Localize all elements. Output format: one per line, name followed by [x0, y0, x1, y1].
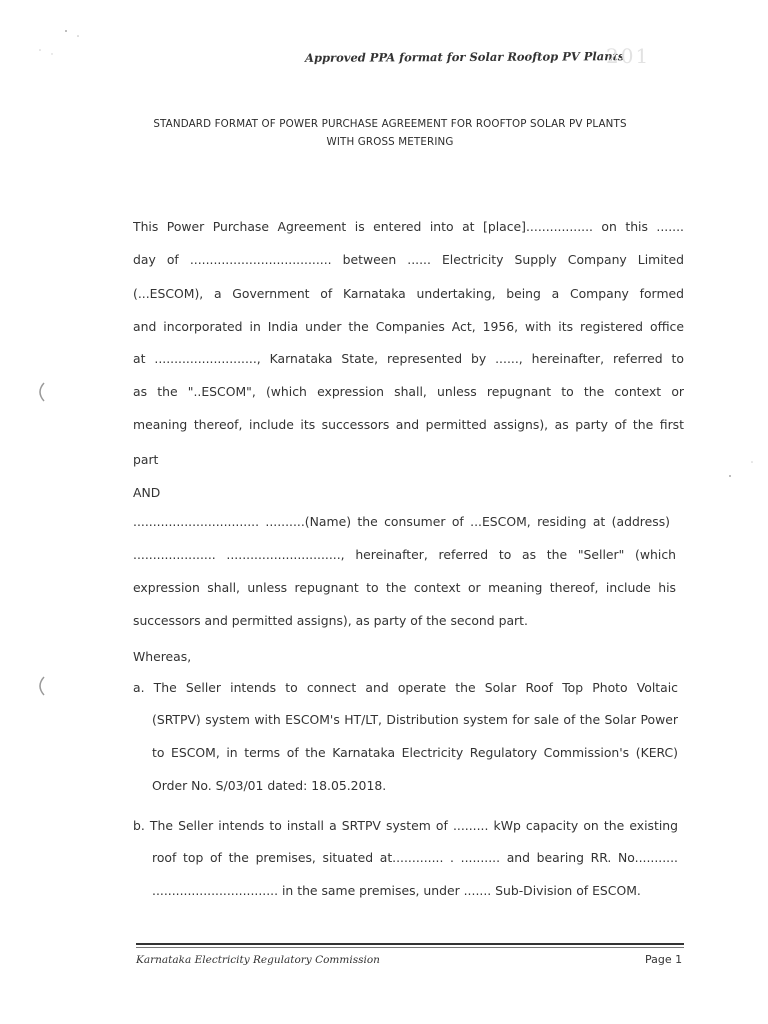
- body-line: AND: [133, 485, 161, 500]
- body-line: day of .................................... between ...... Electricity Supply Company Limited: [133, 252, 684, 267]
- list-item-a-line: a. The Seller intends to connect and operate the Solar Roof Top Photo Voltaic: [133, 680, 678, 695]
- document-title-line-2: WITH GROSS METERING: [326, 136, 454, 148]
- scan-speck: [751, 461, 753, 463]
- footer-rule: [136, 943, 684, 945]
- body-line: successors and permitted assigns), as party of the second part.: [133, 613, 528, 628]
- body-line: as the "..ESCOM", (which expression shall, unless repugnant to the context or: [133, 384, 684, 399]
- body-line: This Power Purchase Agreement is entered into at [place]................. on this .......: [133, 219, 684, 234]
- scan-speck: [39, 49, 41, 51]
- list-item-a-line: to ESCOM, in terms of the Karnataka Electricity Regulatory Commission's (KERC): [152, 745, 678, 760]
- body-line: (...ESCOM), a Government of Karnataka undertaking, being a Company formed: [133, 286, 684, 301]
- scan-speck: [77, 35, 79, 37]
- body-line: meaning thereof, include its successors and permitted assigns), as party of the first: [133, 417, 684, 432]
- body-line: at .........................., Karnataka State, represented by ......, hereinafter, referred to: [133, 351, 684, 366]
- body-line: ..................... ............................., hereinafter, referred to as the "Seller" (which: [133, 547, 676, 562]
- list-item-b-line: roof top of the premises, situated at............. . .......... and bearing RR. No...........: [152, 850, 678, 865]
- body-line: Whereas,: [133, 649, 192, 664]
- list-item-b-line: b. The Seller intends to install a SRTPV system of ......... kWp capacity on the existing: [133, 818, 678, 833]
- punch-hole-mark: [40, 383, 44, 401]
- scan-speck: [51, 53, 52, 54]
- running-header: Approved PPA format for Solar Rooftop PV Plants: [304, 49, 625, 65]
- body-line: expression shall, unless repugnant to the context or meaning thereof, include his: [133, 580, 676, 595]
- faint-header-mark: 201: [606, 44, 651, 68]
- body-line: ................................ ..........(Name) the consumer of ...ESCOM, residing at (address): [133, 514, 670, 529]
- document-title-line-1: STANDARD FORMAT OF POWER PURCHASE AGREEMENT FOR ROOFTOP SOLAR PV PLANTS: [153, 118, 627, 130]
- body-line: and incorporated in India under the Companies Act, 1956, with its registered office: [133, 319, 684, 334]
- page-number: Page 1: [645, 953, 683, 966]
- list-item-b-line: ................................ in the same premises, under ....... Sub-Division of ESCOM.: [152, 883, 641, 898]
- scan-speck: [729, 475, 731, 477]
- punch-hole-mark: [40, 677, 44, 695]
- list-item-a-line: (SRTPV) system with ESCOM's HT/LT, Distribution system for sale of the Solar Power: [152, 712, 678, 727]
- list-item-a-line: Order No. S/03/01 dated: 18.05.2018.: [152, 778, 387, 793]
- footer-organization: Karnataka Electricity Regulatory Commission: [136, 954, 380, 966]
- footer-rule-thin: [136, 947, 684, 948]
- scan-speck: [65, 30, 67, 32]
- body-line: part: [133, 452, 159, 467]
